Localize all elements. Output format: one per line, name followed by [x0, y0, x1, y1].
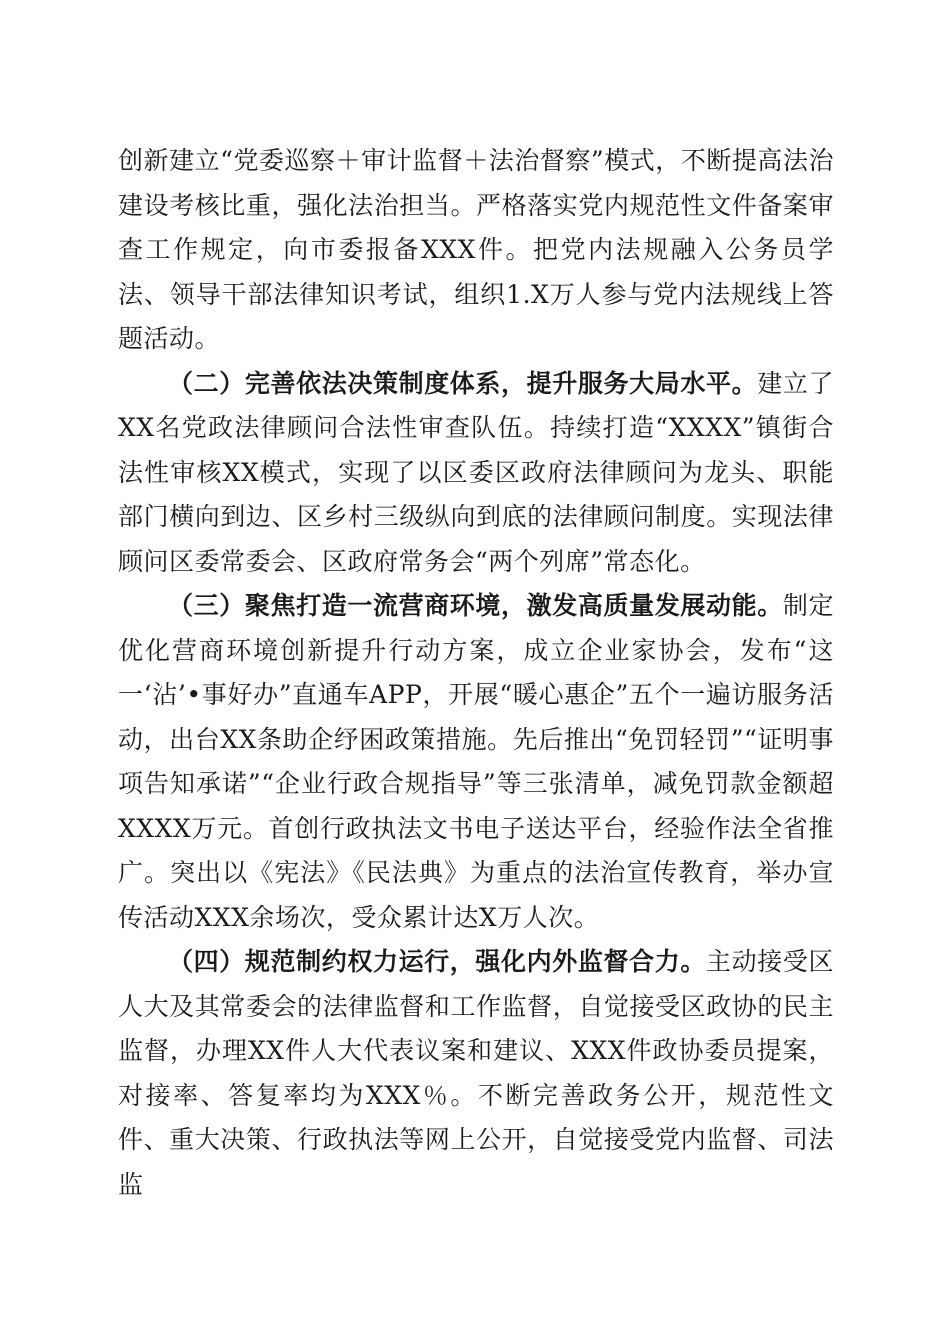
paragraph-heading: （四）规范制约权力运行，强化内外监督合力。: [168, 947, 706, 976]
paragraph-heading: （二）完善依法决策制度体系，提升服务大局水平。: [168, 368, 758, 398]
paragraph-body: 主动接受区人大及其常委会的法律监督和工作监督，自觉接受区政协的民主监督，办理XX件人大代表议案和建议、XXX件政协委员提案，对接率、答复率均为XXX％。不断完善政务公开，规范性文件、重大决策、行政执法等网上公开，自觉接受党内监督、司法监: [118, 947, 834, 1199]
paragraph-body: 制定优化营商环境创新提升行动方案，成立企业家协会，发布“这一‘沾’•事好办”直通车APP，开展“暖心惠企”五个一遍访服务活动，出台XX条助企纾困政策措施。先后推出“免罚轻罚”“证明事项告知承诺”“企业行政合规指导”等三张清单，减免罚款金额超XXXX万元。首创行政执法文书电子送达平台，经验作法全省推广。突出以《宪法》《民法典》为重点的法治宣传教育，举办宣传活动XXX余场次，受众累计达X万人次。: [118, 591, 834, 932]
paragraph-power-supervision: [118, 940, 834, 1207]
paragraph-continuation: [118, 139, 834, 362]
paragraph-body: 建立了XX名党政法律顾问合法性审查队伍。持续打造“XXXX”镇街合法性审核XX模式，实现了以区委区政府法律顾问为龙头、职能部门横向到边、区乡村三级纵向到底的法律顾问制度。实现法律顾问区委常委会、区政府常务会“两个列席”常态化。: [118, 368, 834, 576]
paragraph-heading: （三）聚焦打造一流营商环境，激发高质量发展动能。: [168, 591, 783, 620]
paragraph-business-environment: [118, 584, 834, 940]
document-body: [118, 139, 834, 1207]
paragraph-body: 创新建立“党委巡察＋审计监督＋法治督察”模式，不断提高法治建设考核比重，强化法治担当。严格落实党内规范性文件备案审查工作规定，向市委报备XXX件。把党内法规融入公务员学法、领导干部法律知识考试，组织1.X万人参与党内法规线上答题活动。: [118, 146, 834, 353]
paragraph-decision-system: [118, 362, 834, 585]
